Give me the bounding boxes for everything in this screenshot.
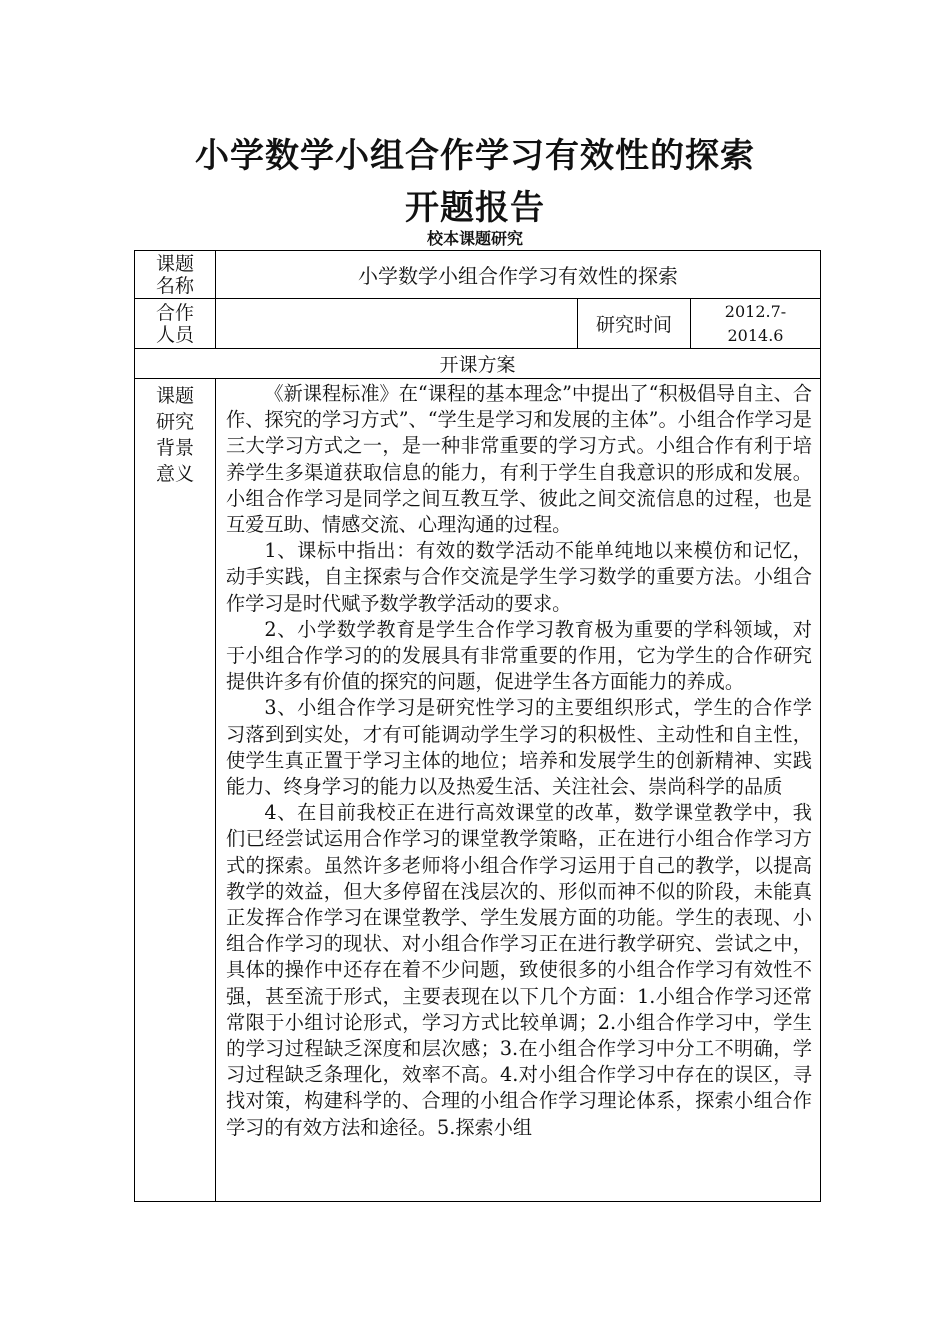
topic-label-cell: [135, 251, 216, 299]
paragraph: 1、课标中指出：有效的数学活动不能单纯地以来模仿和记忆，动手实践，自主探索与合作交流是学生学习数学的重要方法。小组合作学习是时代赋予数学教学活动的要求。: [226, 539, 812, 615]
topic-row: [135, 251, 821, 299]
members-label-cell: [135, 299, 216, 349]
background-label-cell: [135, 379, 216, 1202]
time-value-cell: [691, 299, 821, 349]
background-content: [216, 379, 820, 1201]
plan-header: 开课方案: [135, 349, 821, 379]
project-type-label: 校本课题研究: [426, 229, 523, 248]
paragraph: 《新课程标准》在“课程的基本理念”中提出了“积极倡导自主、合作、探究的学习方式”、“学生是学习和发展的主体”。小组合作学习是三大学习方式之一，是一种非常重要的学习方式。小组合作有利于培养学生多渠道获取信息的能力，有利于学生自我意识的形成和发展。小组合作学习是同学之间互教互学、彼此之间交流信息的过程，也是互爱互助、情感交流、心理沟通的过程。: [226, 382, 812, 537]
time-value-end: 2014.6: [727, 325, 784, 345]
topic-label: 课题名称: [155, 252, 194, 297]
document-subtitle-report: 开题报告: [405, 188, 545, 228]
plan-header-row: [135, 349, 821, 379]
paragraph: 4、在目前我校正在进行高效课堂的改革，数学课堂教学中，我们已经尝试运用合作学习的课堂教学策略，正在进行小组合作学习方式的探索。虽然许多老师将小组合作学习运用于自己的教学，以提高教学的效益，但大多停留在浅层次的、形似而神不似的阶段，未能真正发挥合作学习在课堂教学、学生发展方面的功能。学生的表现、小组合作学习的现状、对小组合作学习正在进行教学研究、尝试之中，具体的操作中还存在着不少问题，致使很多的小组合作学习有效性不强，甚至流于形式，主要表现在以下几个方面：1.小组合作学习还常常限于小组讨论形式，学习方式比较单调；2.小组合作学习中，学生的学习过程缺乏深度和层次感；3.在小组合作学习中分工不明确，学习过程缺乏条理化，效率不高。4.对小组合作学习中存在的误区，寻找对策，构建科学的、合理的小组合作学习理论体系，探索小组合作学习的有效方法和途径。5.探索小组: [226, 801, 812, 1139]
members-row: [135, 299, 821, 349]
members-label: 合作人员: [155, 301, 194, 346]
members-value: [216, 299, 578, 349]
background-row: [135, 379, 821, 1202]
topic-value: 小学数学小组合作学习有效性的探索: [216, 251, 821, 299]
paragraph: 2、小学数学教育是学生合作学习教育极为重要的学科领域，对于小组合作学习的的发展具有非常重要的作用，它为学生的合作研究提供许多有价值的探究的问题，促进学生各方面能力的养成。: [226, 617, 812, 694]
background-content-cell: [216, 379, 821, 1202]
time-label: 研究时间: [578, 299, 691, 349]
paragraph: 3、小组合作学习是研究性学习的主要组织形式，学生的合作学习落到到实处，才有可能调动学生学习的积极性、主动性和自主性，使学生真正置于学习主体的地位；培养和发展学生的创新精神、实践能力、终身学习的能力以及热爱生活、关注社会、崇尚科学的品质: [226, 696, 812, 799]
report-table: [134, 250, 821, 1202]
document-title: 小学数学小组合作学习有效性的探索: [195, 136, 755, 176]
time-value-start: 2012.7-: [724, 301, 787, 321]
background-label: 课题研究背景意义: [155, 385, 194, 485]
